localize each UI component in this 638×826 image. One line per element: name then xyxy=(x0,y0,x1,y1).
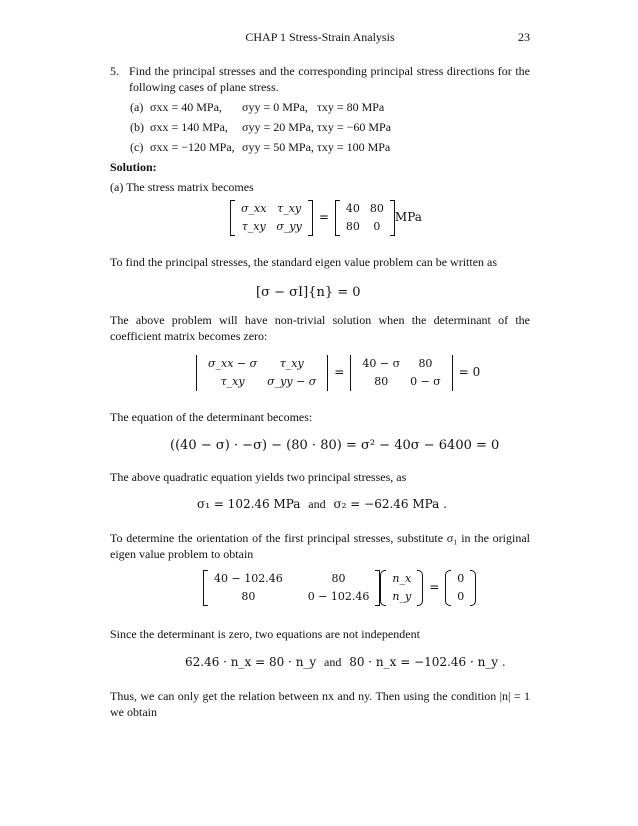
case-txy: τxy = 100 MPa xyxy=(317,140,391,154)
equation-2: 80 · n_x = −102.46 · n_y . xyxy=(349,655,506,669)
vector-cell: 0 xyxy=(457,589,465,603)
matrix-cell: σ_xx − σ xyxy=(208,356,258,370)
matrix-cell: τ_xy xyxy=(241,219,266,233)
problem-number: 5. xyxy=(110,64,119,78)
vector-cell: 0 xyxy=(457,571,465,585)
case-txy: τxy = −60 MPa xyxy=(317,120,392,134)
matrix-cell: 80 xyxy=(374,374,389,388)
part-a-intro: (a) The stress matrix becomes xyxy=(110,180,254,194)
determinant-polynomial: ((40 − σ) · −σ) − (80 · 80) = σ² − 40σ − 6400 = 0 xyxy=(170,438,500,453)
det-intro: The above problem will have non-trivial solution when the determinant of the coefficient matrix becomes zero: xyxy=(110,313,530,343)
matrix-cell: 80 xyxy=(418,356,433,370)
matrix-cell: 40 − σ xyxy=(362,356,401,370)
matrix-cell: 40 xyxy=(345,201,360,215)
symbolic-determinant xyxy=(196,355,328,391)
matrix-cell: σ_xx xyxy=(241,201,267,215)
and-word: and xyxy=(324,655,342,669)
matrix-cell: 80 xyxy=(345,219,360,233)
numeric-determinant xyxy=(350,355,452,391)
case-sxx: σxx = 40 MPa, xyxy=(150,100,222,114)
case-syy: σyy = 50 MPa, xyxy=(242,140,314,154)
determinant-equation xyxy=(196,355,486,391)
and-word: and xyxy=(308,497,326,511)
dependent-equations xyxy=(185,655,506,671)
matrix-cell: 80 xyxy=(241,589,256,603)
matrix-cell: 0 − σ xyxy=(410,374,441,388)
matrix-cell: 0 − 102.46 xyxy=(307,589,370,603)
matrix-cell: 0 xyxy=(373,219,381,233)
det-eq-intro: The equation of the determinant becomes: xyxy=(110,410,313,424)
matrix-cell: 40 − 102.46 xyxy=(214,571,283,585)
matrix-cell: τ_xy xyxy=(279,356,304,370)
vector-cell: n_y xyxy=(392,589,412,603)
page-number: 23 xyxy=(518,30,530,44)
equals-sign: = xyxy=(318,210,329,225)
case-label: (a) xyxy=(130,100,144,114)
stress-matrix-equation xyxy=(230,200,422,236)
matrix-cell: σ_yy xyxy=(276,219,302,233)
principal-stresses xyxy=(197,497,447,513)
direction-vector xyxy=(380,570,423,606)
equals-sign: = xyxy=(429,580,440,595)
eigen-equation: [σ − σI]{n} = 0 xyxy=(256,285,361,300)
matrix-cell: τ_xy xyxy=(277,201,302,215)
zero-vector xyxy=(445,570,476,606)
quad-intro: The above quadratic equation yields two principal stresses, as xyxy=(110,470,407,484)
orientation-system xyxy=(203,570,476,606)
case-sxx: σxx = 140 MPa, xyxy=(150,120,228,134)
final-statement: Thus, we can only get the relation between nx and ny. Then using the condition |n| = 1 we obtain xyxy=(110,689,530,719)
matrix-cell: 80 xyxy=(369,201,384,215)
vector-cell: n_x xyxy=(392,571,412,585)
case-sxx: σxx = −120 MPa, xyxy=(150,140,235,154)
case-label: (c) xyxy=(130,140,144,154)
problem-statement xyxy=(110,64,530,95)
equals-sign: = xyxy=(334,365,345,380)
matrix-cell: τ_xy xyxy=(220,374,245,388)
equation-1: 62.46 · n_x = 80 · n_y xyxy=(185,655,317,669)
case-txy: τxy = 80 MPa xyxy=(317,100,385,114)
case-syy: σyy = 20 MPa, xyxy=(242,120,314,134)
case-label: (b) xyxy=(130,120,144,134)
unit-label: MPa xyxy=(394,210,422,225)
rhs-zero: = 0 xyxy=(458,365,481,380)
sigma-1: σ₁ = 102.46 MPa xyxy=(197,497,301,511)
orient-intro: To determine the orientation of the first principal stresses, substitute σ₁ in the original eigen value problem to obtain xyxy=(110,531,530,561)
numeric-matrix xyxy=(335,200,395,236)
matrix-cell: σ_yy − σ xyxy=(267,374,317,388)
eigen-intro: To find the principal stresses, the standard eigen value problem can be written as xyxy=(110,255,498,269)
sigma-2: σ₂ = −62.46 MPa . xyxy=(333,497,447,511)
dependence-intro: Since the determinant is zero, two equations are not independent xyxy=(110,627,420,641)
solution-heading: Solution: xyxy=(110,160,157,174)
matrix-cell: 80 xyxy=(331,571,346,585)
case-syy: σyy = 0 MPa, xyxy=(242,100,308,114)
symbolic-matrix xyxy=(230,200,313,236)
problem-text: Find the principal stresses and the corresponding principal stress directions for the following cases of plane stress. xyxy=(129,64,530,94)
coefficient-matrix xyxy=(203,570,380,606)
chapter-title: CHAP 1 Stress-Strain Analysis xyxy=(245,30,395,44)
